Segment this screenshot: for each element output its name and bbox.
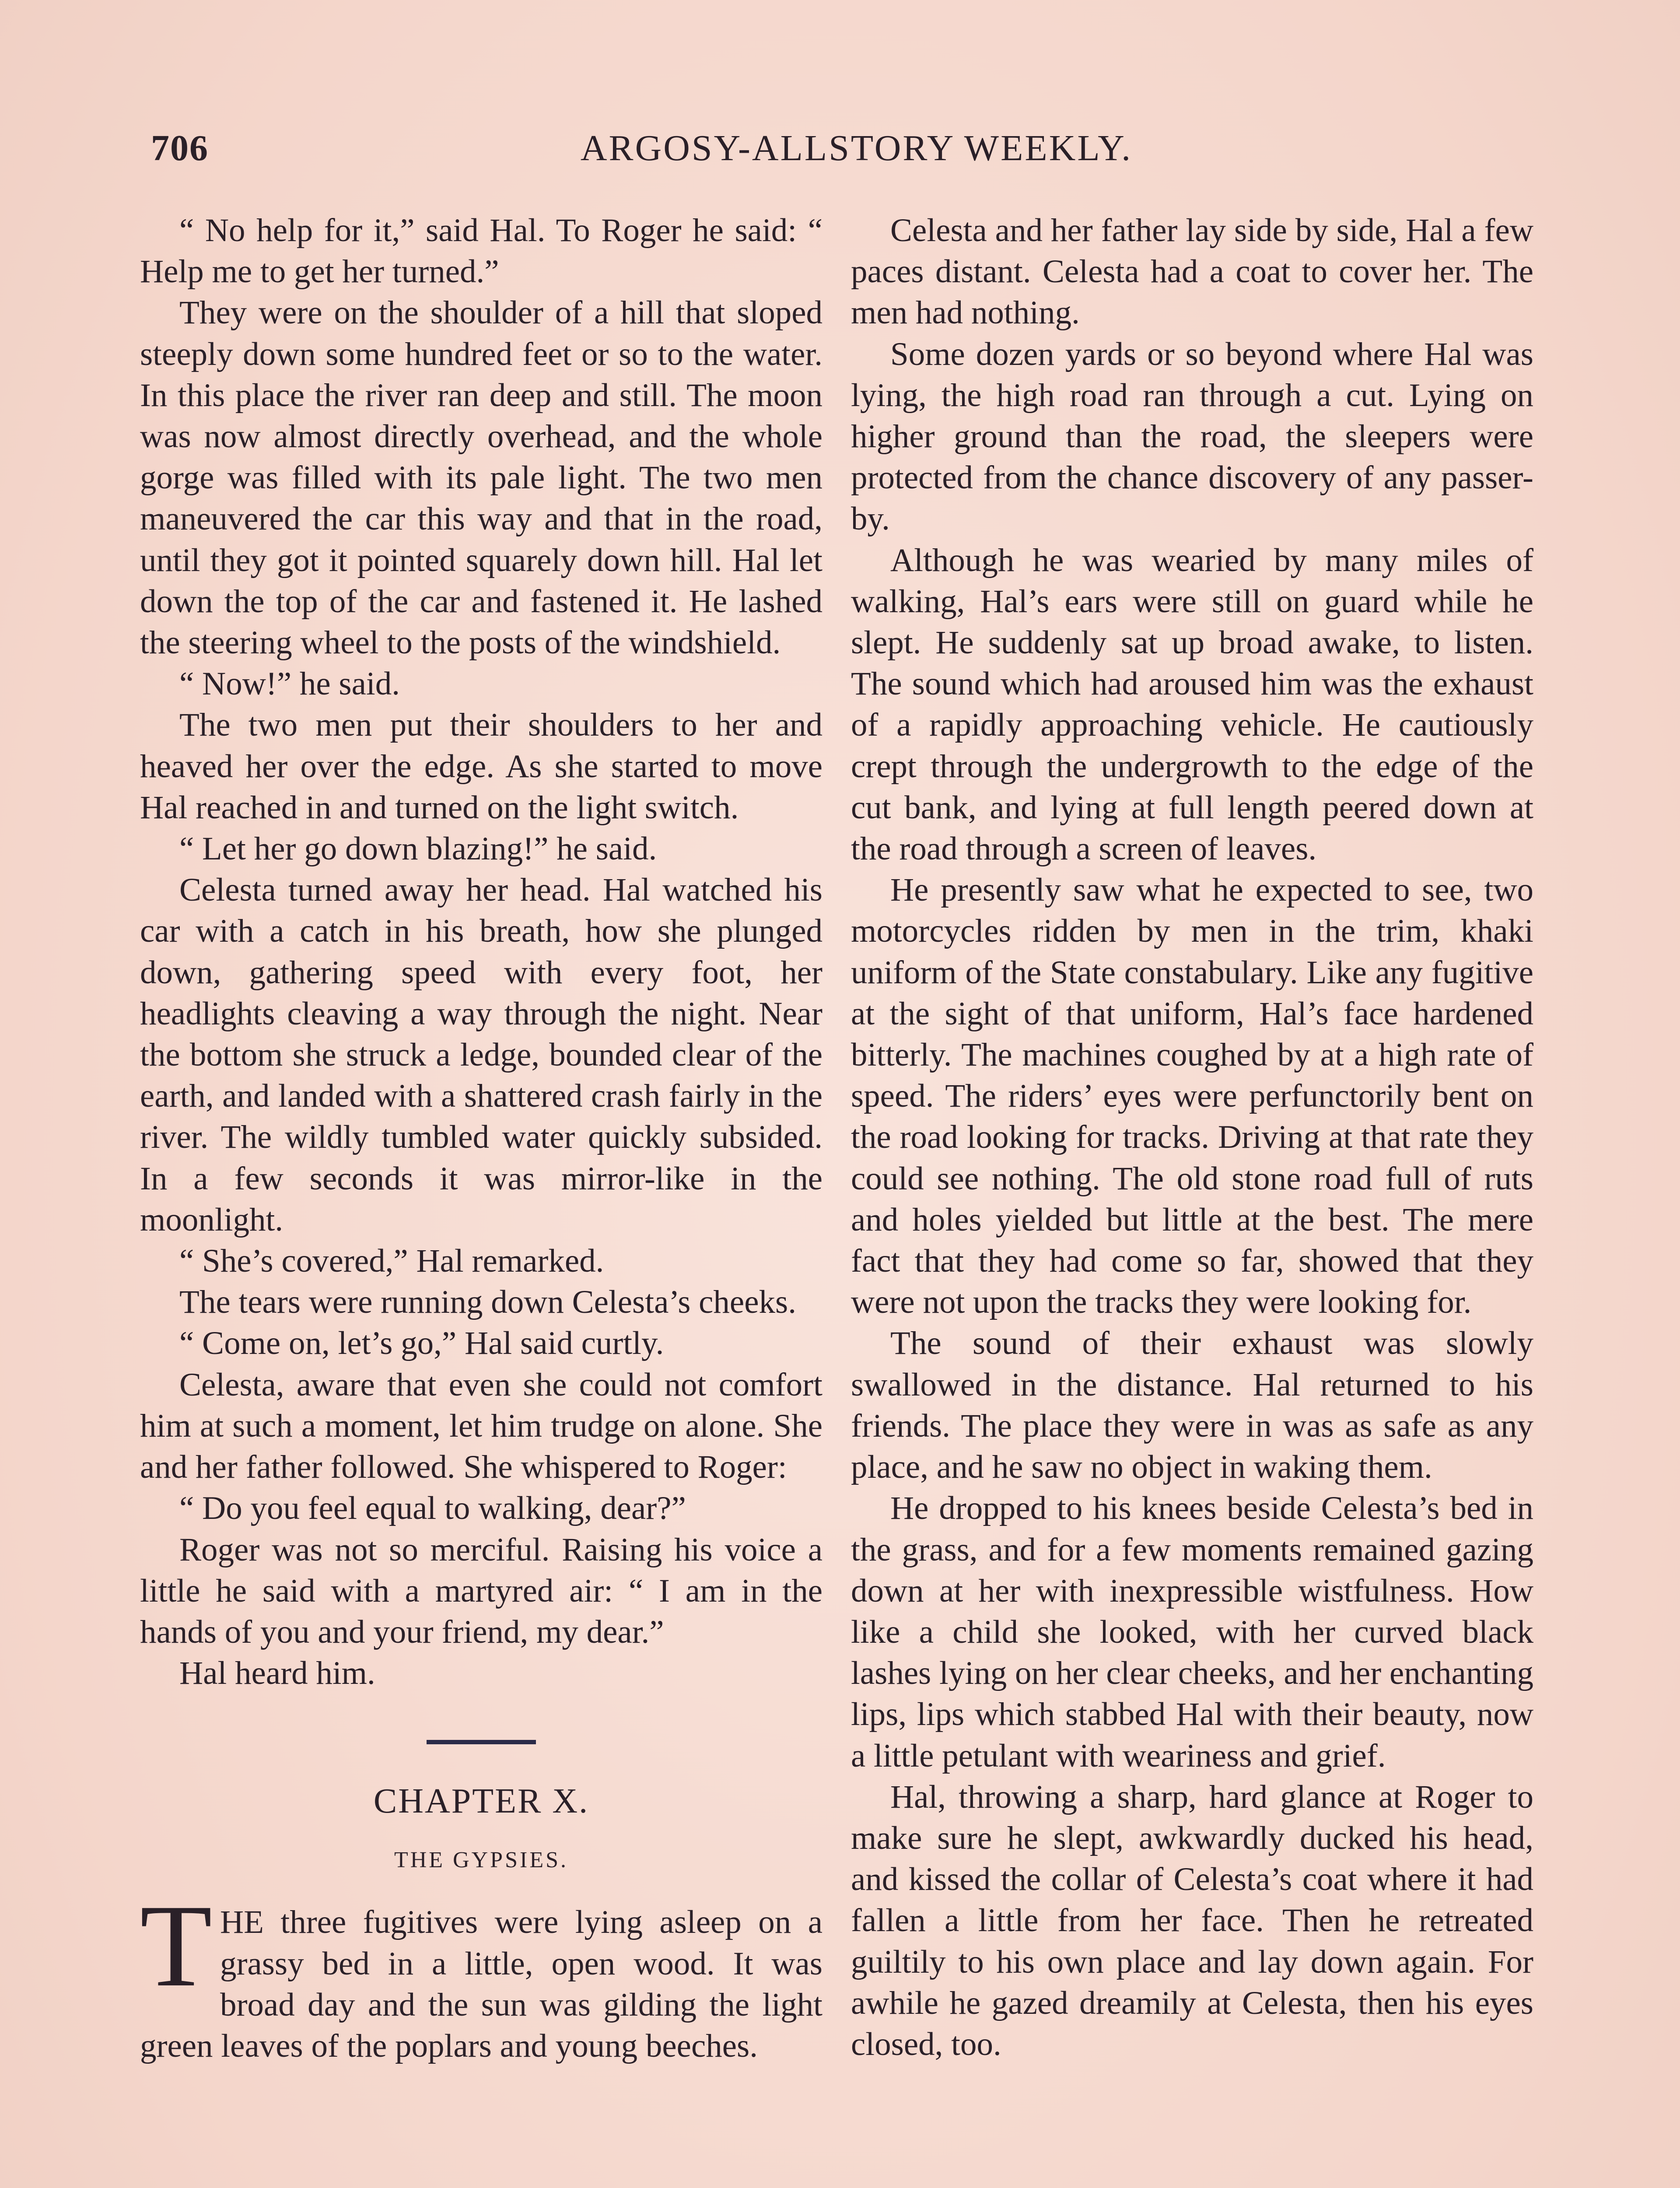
paragraph: “ Do you feel equal to walking, dear?” <box>179 1490 686 1527</box>
opening-paragraph-text: HE three fugitives were lying asleep on a grassy bed in a little, open wood. It was broad day and the sun was gilding the light green leaves of the poplars and young beeches. <box>140 1904 822 2064</box>
paragraph: The sound of their exhaust was slowly swallowed in the distance. Hal returned to his friends. The place they were in was as safe as any place, and he saw no object in waking them. <box>851 1325 1533 1486</box>
paragraph: “ Let her go down blazing!” he said. <box>179 831 657 867</box>
paragraph: Hal heard him. <box>179 1655 375 1692</box>
chapter-subtitle: THE GYPSIES. <box>394 1848 569 1873</box>
left-column <box>140 210 822 2067</box>
paragraph: “ Come on, let’s go,” Hal said curtly. <box>179 1325 664 1362</box>
page-number: 706 <box>151 128 209 168</box>
paragraph: Roger was not so merciful. Raising his voice a little he said with a martyred air: “ I am in the hands of you and your friend, my dear.” <box>140 1531 822 1650</box>
paragraph: “ Now!” he said. <box>179 666 400 702</box>
paragraph: Although he was wearied by many miles of walking, Hal’s ears were still on guard while he slept. He suddenly sat up broad awake, to listen. The sound which had aroused him was the exhaust of a rapidly approaching vehicle. He cautiously crept through the undergrowth to the edge of the cut bank, and lying at full length peered down at the road through a screen of leaves. <box>851 542 1533 867</box>
section-divider <box>427 1740 536 1744</box>
running-head: ARGOSY-ALLSTORY WEEKLY. <box>580 128 1133 168</box>
page-header <box>151 127 1562 188</box>
paragraph: They were on the shoulder of a hill that sloped steeply down some hundred feet or so to the water. In this place the river ran deep and still. The moon was now almost directly overhead, and the whole gorge was filled with its pale light. The two men maneuvered the car this way and that in the road, until they got it pointed squarely down hill. Hal let down the top of the car and fastened it. He lashed the steering wheel to the posts of the windshield. <box>140 295 822 661</box>
paragraph: Celesta turned away her head. Hal watched his car with a catch in his breath, how she plunged down, gathering speed with every foot, her headlights cleaving a way through the night. Near the bottom she struck a ledge, bounded clear of the earth, and landed with a shattered crash fairly in the river. The wildly tumbled water quickly subsided. In a few seconds it was mirror-like in the moonlight. <box>140 872 822 1238</box>
paragraph: “ She’s covered,” Hal remarked. <box>179 1243 604 1280</box>
paragraph: Some dozen yards or so beyond where Hal was lying, the high road ran through a cut. Lying on higher ground than the road, the sleepers were protected from the chance discovery of any passer-by. <box>851 336 1533 537</box>
drop-cap: T <box>140 1880 212 2012</box>
chapter-title: CHAPTER X. <box>373 1782 589 1821</box>
paragraph: Celesta and her father lay side by side, Hal a few paces distant. Celesta had a coat to cover her. The men had nothing. <box>851 212 1533 331</box>
paragraph: The two men put their shoulders to her and heaved her over the edge. As she started to move Hal reached in and turned on the light switch. <box>140 707 822 826</box>
right-column <box>851 210 1533 2065</box>
paragraph: The tears were running down Celesta’s cheeks. <box>179 1284 796 1321</box>
paragraph: Celesta, aware that even she could not comfort him at such a moment, let him trudge on alone. She and her father followed. She whispered to Roger: <box>140 1366 822 1486</box>
paragraph: He dropped to his knees beside Celesta’s bed in the grass, and for a few moments remained gazing down at her with inexpressible wistfulness. How like a child she looked, with her curved black lashes lying on her clear cheeks, and her enchanting lips, lips which stabbed Hal with their beauty, now a little petulant with weariness and grief. <box>851 1490 1533 1774</box>
chapter-opening-paragraph <box>140 1880 822 2067</box>
paragraph: “ No help for it,” said Hal. To Roger he said: “ Help me to get her turned.” <box>140 212 822 290</box>
paragraph: Hal, throwing a sharp, hard glance at Roger to make sure he slept, awkwardly ducked his head, and kissed the collar of Celesta’s coat where it had fallen a little from her face. Then he retreated guiltily to his own place and lay down again. For awhile he gazed dreamily at Celesta, then his eyes closed, too. <box>851 1778 1533 2062</box>
paragraph: He presently saw what he expected to see, two motorcycles ridden by men in the trim, khaki uniform of the State constabulary. Like any fugitive at the sight of that uniform, Hal’s face hardened bitterly. The machines coughed by at a high rate of speed. The riders’ eyes were perfunctorily bent on the road looking for tracks. Driving at that rate they could see nothing. The old stone road full of ruts and holes yielded but little at the best. The mere fact that they had come so far, showed that they were not upon the tracks they were looking for. <box>851 872 1533 1321</box>
